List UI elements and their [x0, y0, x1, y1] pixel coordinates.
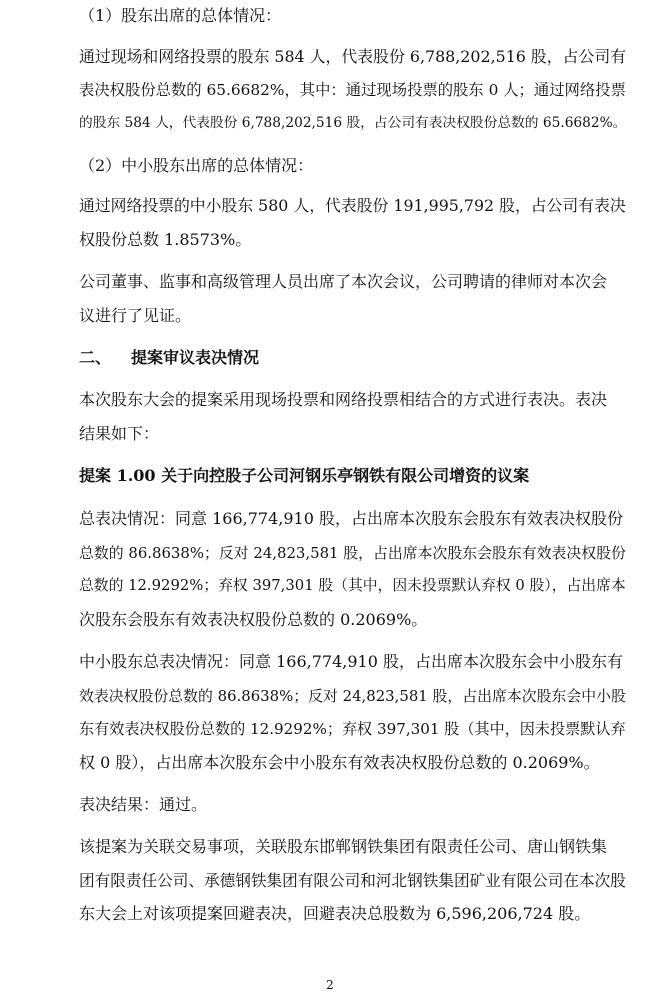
section-title-minority-attendance: （2）中小股东出席的总体情况：: [79, 156, 314, 175]
paragraph-line: 该提案为关联交易事项，关联股东邯郸钢铁集团有限责任公司、唐山钢铁集: [79, 837, 608, 856]
page-number: 2: [326, 978, 334, 992]
paragraph-line: 议进行了见证。: [79, 306, 192, 325]
paragraph-line: 表决权股份总数的 65.6682%，其中：通过现场投票的股东 0 人；通过网络投票: [79, 81, 626, 99]
paragraph-line: 总数的 86.8638%；反对 24,823,581 股，占出席本次股东会股东有效表决权股份: [79, 544, 626, 562]
paragraph-line: 通过现场和网络投票的股东 584 人，代表股份 6,788,202,516 股，占公司有: [79, 47, 627, 66]
vote-result: 表决结果：通过。: [79, 795, 208, 814]
paragraph-line: 结果如下：: [79, 424, 160, 443]
paragraph-line: 团有限责任公司、承德钢铁集团有限公司和河北钢铁集团矿业有限公司在本次股: [79, 871, 626, 890]
paragraph-line: 通过网络投票的中小股东 580 人，代表股份 191,995,792 股，占公司有表决: [79, 196, 626, 215]
heading-number: 二、: [79, 348, 112, 367]
paragraph-line: 总数的 12.9292%；弃权 397,301 股（其中，因未投票默认弃权 0 股），占出席本: [79, 577, 626, 594]
paragraph-line: 的股东 584 人，代表股份 6,788,202,516 股，占公司有表决权股份总数的 65.6682%。: [79, 115, 627, 131]
paragraph-line: 东有效表决权股份总数的 12.9292%；弃权 397,301 股（其中，因未投票默认弃: [79, 720, 626, 738]
paragraph-line: 权股份总数 1.8573%。: [79, 230, 252, 249]
proposal-title: 提案 1.00 关于向控股子公司河钢乐亭钢铁有限公司增资的议案: [79, 466, 530, 485]
paragraph-line: 总表决情况：同意 166,774,910 股，占出席本次股东会股东有效表决权股份: [79, 509, 623, 528]
paragraph-line: 中小股东总表决情况：同意 166,774,910 股，占出席本次股东会中小股东有: [79, 652, 623, 671]
paragraph-line: 次股东会股东有效表决权股份总数的 0.2069%。: [79, 610, 428, 629]
paragraph-line: 权 0 股），占出席本次股东会中小股东有效表决权股份总数的 0.2069%。: [79, 753, 600, 772]
paragraph-line: 本次股东大会的提案采用现场投票和网络投票相结合的方式进行表决。表决: [79, 390, 608, 409]
heading-proposal-review: 提案审议表决情况: [131, 348, 260, 367]
paragraph-line: 东大会上对该项提案回避表决，回避表决总股数为 6,596,206,724 股。: [79, 904, 591, 923]
section-title-shareholder-attendance: （1）股东出席的总体情况：: [79, 6, 282, 25]
paragraph-line: 效表决权股份总数的 86.8638%；反对 24,823,581 股，占出席本次股东会中小股: [79, 687, 626, 705]
paragraph-line: 公司董事、监事和高级管理人员出席了本次会议，公司聘请的律师对本次会: [79, 272, 608, 291]
